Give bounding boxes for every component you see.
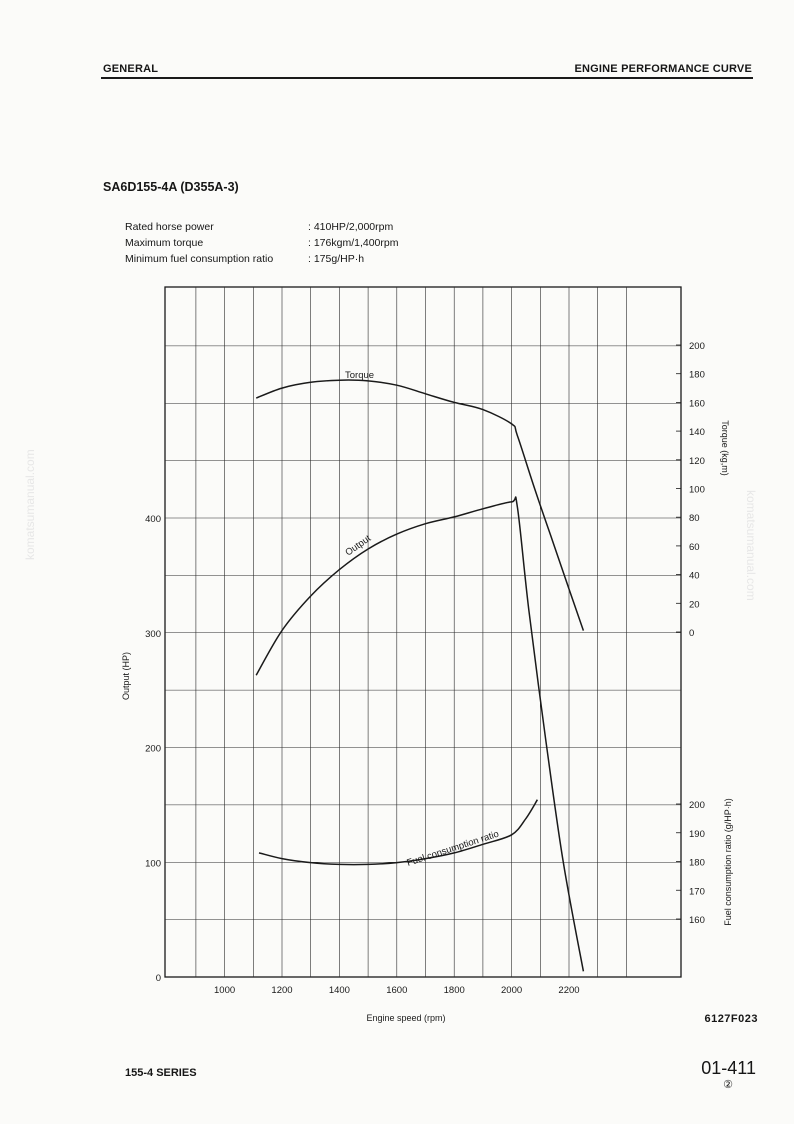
fuel-tick-label: 190: [689, 828, 705, 840]
torque-tick-label: 0: [689, 628, 695, 639]
x-tick-label: 2200: [558, 985, 580, 996]
engine-model-title: SA6D155-4A (D355A-3): [103, 180, 239, 194]
torque-axis-label: Torque (kg,m): [720, 420, 730, 476]
torque-curve: [256, 380, 583, 631]
x-tick-label: 1600: [386, 985, 408, 996]
output-tick-label: 400: [145, 514, 161, 525]
torque-tick-label: 40: [689, 570, 700, 582]
x-axis-label: Engine speed (rpm): [366, 1013, 446, 1023]
chart-axis-labels: [121, 420, 733, 1023]
spec-value: : 410HP/2,000rpm: [308, 221, 394, 233]
fuel-tick-label: 200: [689, 800, 705, 811]
chart-tick-labels: [145, 341, 705, 996]
output-curve: [256, 497, 583, 971]
output-axis-label: Output (HP): [121, 651, 131, 701]
header-page-title: ENGINE PERFORMANCE CURVE: [574, 63, 752, 75]
footer-series: 155-4 SERIES: [125, 1067, 197, 1079]
output-tick-label: 300: [145, 628, 161, 640]
torque-tick-label: 100: [689, 484, 705, 496]
spec-label: Maximum torque: [125, 237, 204, 249]
torque-curve-label: Torque: [345, 370, 375, 381]
revision-mark: ②: [723, 1079, 733, 1091]
torque-tick-label: 160: [689, 398, 705, 410]
torque-tick-label: 180: [689, 369, 705, 381]
output-curve-label: Output: [343, 533, 374, 559]
x-tick-label: 1800: [443, 985, 465, 996]
watermark-right: komatsumanual.com: [744, 490, 758, 601]
chart-curves: [256, 370, 583, 971]
torque-tick-label: 60: [689, 541, 700, 553]
output-tick-label: 200: [145, 743, 161, 755]
torque-tick-label: 200: [689, 341, 705, 352]
torque-tick-label: 120: [689, 455, 705, 467]
x-tick-label: 1000: [214, 985, 236, 996]
fuel-tick-label: 160: [689, 915, 705, 926]
x-tick-label: 2000: [501, 985, 523, 996]
fuel-curve-label: Fuel consumption ratio: [405, 828, 501, 869]
fuel-tick-label: 180: [689, 857, 705, 869]
plot-frame: [165, 287, 681, 977]
chart-grid: [165, 287, 681, 977]
output-tick-label: 100: [145, 858, 161, 870]
fuel-axis-label: Fuel consumption ratio (g/HP·h): [723, 798, 733, 926]
x-tick-label: 1200: [271, 985, 293, 996]
page-number: 01-411: [701, 1058, 756, 1078]
figure-code: 6127F023: [704, 1013, 758, 1025]
torque-tick-label: 80: [689, 513, 700, 525]
spec-value: : 175g/HP·h: [308, 253, 365, 265]
torque-tick-label: 140: [689, 427, 705, 439]
x-tick-label: 1400: [328, 985, 350, 996]
spec-label: Rated horse power: [125, 221, 214, 233]
fuel-tick-label: 170: [689, 886, 705, 898]
torque-tick-label: 20: [689, 599, 700, 611]
watermark-left: komatsumanual.com: [23, 449, 37, 560]
spec-label: Minimum fuel consumption ratio: [125, 253, 274, 265]
header-section-title: GENERAL: [103, 63, 159, 75]
spec-value: : 176kgm/1,400rpm: [308, 237, 399, 249]
output-tick-label: 0: [155, 973, 161, 984]
